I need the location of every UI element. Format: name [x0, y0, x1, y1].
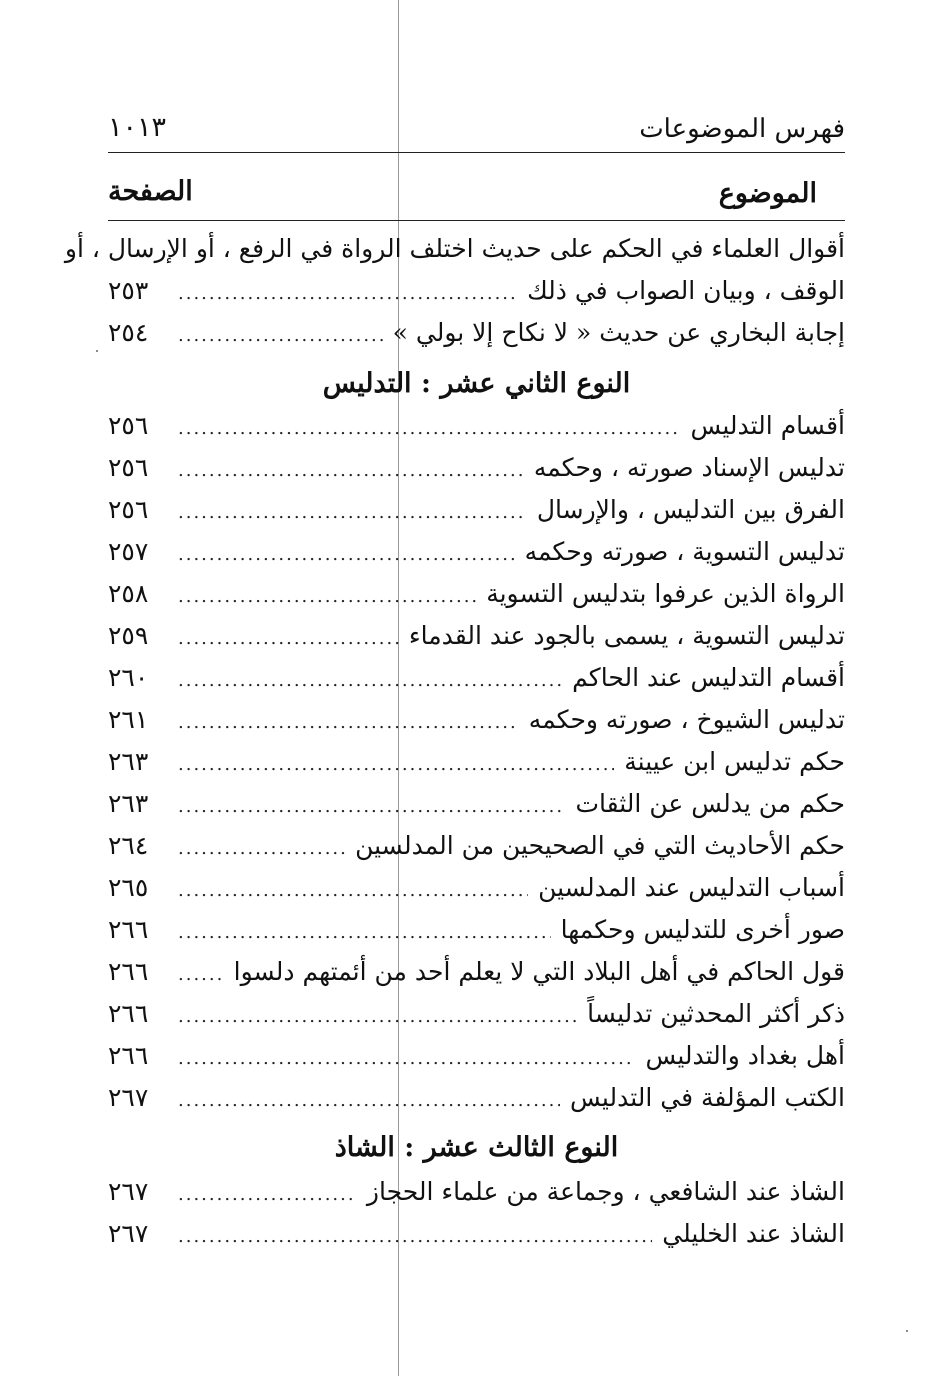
toc-entry-page: ٢٥٧ — [108, 537, 149, 566]
toc-entry-page: ٢٥٩ — [108, 621, 149, 650]
toc-entry — [108, 616, 845, 656]
dot-leader — [178, 577, 476, 617]
toc-entry — [108, 313, 845, 353]
page-column-header: الصفحة — [108, 176, 193, 207]
dot-leader — [178, 535, 515, 575]
toc-entry — [108, 994, 845, 1034]
toc-entry-page: ٢٥٨ — [108, 579, 149, 608]
toc-entry-text: حكم الأحاديث التي في الصحيحين من المدلسين — [355, 831, 845, 860]
toc-entry-text: أقوال العلماء في الحكم على حديث اختلف الرواة في الرفع ، أو الإرسال ، أو — [64, 234, 845, 263]
dot-leader — [178, 1175, 357, 1215]
toc-entry-text: الوقف ، وبيان الصواب في ذلك — [527, 276, 845, 305]
toc-entry-page: ٢٥٦ — [108, 411, 149, 440]
toc-entry-text: إجابة البخاري عن حديث « لا نكاح إلا بولي » — [392, 318, 845, 347]
running-header — [108, 112, 845, 153]
toc-entry-page: ٢٦٤ — [108, 831, 149, 860]
dot-leader — [178, 316, 383, 356]
toc-entry — [108, 406, 845, 446]
toc-entry — [108, 574, 845, 614]
dot-leader — [178, 829, 345, 869]
toc-entry-page: ٢٥٦ — [108, 453, 149, 482]
toc-entry-page: ٢٦٥ — [108, 873, 149, 902]
toc-entry-page: ٢٥٦ — [108, 495, 149, 524]
running-title: فهرس الموضوعات — [639, 114, 845, 144]
toc-entry-text: الشاذ عند الخليلي — [662, 1219, 845, 1248]
toc-entry — [108, 910, 845, 950]
toc-entry — [108, 658, 845, 698]
toc-entry-page: ٢٦٦ — [108, 999, 149, 1028]
toc-entry-page: ٢٦٧ — [108, 1177, 149, 1206]
toc-entry-page: ٢٦٦ — [108, 915, 149, 944]
toc-entry-page: ٢٦٦ — [108, 957, 149, 986]
dot-leader — [178, 913, 551, 953]
dot-leader — [178, 619, 399, 659]
dot-leader — [178, 1039, 635, 1079]
dot-leader — [178, 1217, 652, 1257]
dot-leader — [178, 787, 565, 827]
toc-entry-page: ٢٦٠ — [108, 663, 149, 692]
toc-entry-text: تدليس الشيوخ ، صورته وحكمه — [528, 705, 845, 734]
toc-entry-page: ٢٦٣ — [108, 747, 149, 776]
dot-leader — [178, 1081, 560, 1121]
toc-entry-page: ٢٥٤ — [108, 318, 149, 347]
toc-entry-page: ٢٦٧ — [108, 1219, 149, 1248]
toc-entry — [108, 490, 845, 530]
toc-entry-text: الرواة الذين عرفوا بتدليس التسوية — [486, 579, 845, 608]
dot-leader — [178, 493, 527, 533]
toc-entry — [108, 1078, 845, 1118]
toc-entry — [108, 700, 845, 740]
toc-entry-text: أهل بغداد والتدليس — [645, 1041, 845, 1070]
dot-leader — [178, 703, 519, 743]
toc-entry — [108, 532, 845, 572]
toc-entry-text: ذكر أكثر المحدثين تدليساً — [587, 999, 845, 1028]
topic-column-header: الموضوع — [718, 178, 817, 209]
toc-entry — [108, 448, 845, 488]
toc-entry-text: حكم تدليس ابن عيينة — [624, 747, 845, 776]
dot-leader — [178, 451, 524, 491]
dot-leader — [178, 409, 680, 449]
toc-entry — [108, 1172, 845, 1212]
dot-leader — [178, 997, 577, 1037]
toc-entry-text: الشاذ عند الشافعي ، وجماعة من علماء الحجاز — [366, 1177, 845, 1206]
toc-entry-text: تدليس التسوية ، صورته وحكمه — [524, 537, 845, 566]
section-heading: النوع الثاني عشر : التدليس — [322, 368, 631, 399]
dot-leader — [178, 661, 562, 701]
toc-entry-text: صور أخرى للتدليس وحكمها — [560, 915, 845, 944]
toc-entry — [108, 742, 845, 782]
toc-entry — [108, 1036, 845, 1076]
toc-entry-page: ٢٦٦ — [108, 1041, 149, 1070]
toc-entry — [108, 1214, 845, 1254]
toc-entry — [108, 868, 845, 908]
column-headers — [108, 172, 845, 221]
dot-leader — [178, 871, 528, 911]
toc-entry-page: ٢٦٣ — [108, 789, 149, 818]
toc-entry — [108, 952, 845, 992]
scan-speck — [96, 350, 98, 352]
toc-entry — [108, 784, 845, 824]
toc-entry-text: قول الحاكم في أهل البلاد التي لا يعلم أحد من أئمتهم دلسوا — [233, 957, 845, 986]
toc-entry-text: حكم من يدلس عن الثقات — [575, 789, 845, 818]
toc-entry-text: تدليس التسوية ، يسمى بالجود عند القدماء — [408, 621, 845, 650]
toc-entry-text: أقسام التدليس — [690, 411, 845, 440]
toc-entry-text: أقسام التدليس عند الحاكم — [572, 663, 845, 692]
page-number: ١٠١٣ — [108, 112, 167, 143]
dot-leader — [178, 274, 517, 314]
toc-entry-text: أسباب التدليس عند المدلسين — [538, 873, 845, 902]
toc-entry-page: ٢٦٧ — [108, 1083, 149, 1112]
section-heading: النوع الثالث عشر : الشاذ — [334, 1132, 619, 1163]
toc-entry-page: ٢٥٣ — [108, 276, 149, 305]
dot-leader — [178, 955, 224, 995]
toc-entry — [64, 229, 845, 269]
toc-entry — [108, 271, 845, 311]
toc-entry-text: الفرق بين التدليس ، والإرسال — [536, 495, 845, 524]
scan-speck — [906, 1330, 908, 1332]
toc-entry — [108, 826, 845, 866]
toc-entry-text: تدليس الإسناد صورته ، وحكمه — [533, 453, 845, 482]
dot-leader — [178, 745, 614, 785]
toc-entry-text: الكتب المؤلفة في التدليس — [570, 1083, 845, 1112]
toc-entry-page: ٢٦١ — [108, 705, 149, 734]
